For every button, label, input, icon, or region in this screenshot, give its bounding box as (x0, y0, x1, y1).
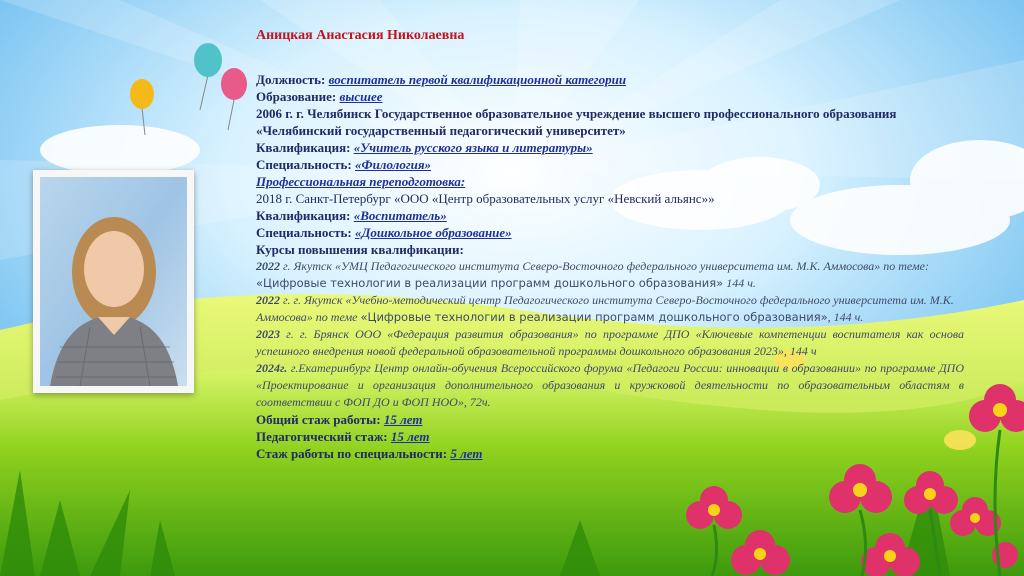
portrait-frame (33, 170, 194, 393)
spec-experience-row (256, 445, 964, 462)
course-hours: 144 ч. (723, 276, 756, 290)
qualification2-row (256, 207, 964, 224)
education-detail: 2006 г. г. Челябинск Государственное образовательное учреждение высшего профессионального образования «Челябинский государственный педагогический университет» (256, 106, 897, 138)
course-year: 2024г. (256, 361, 288, 375)
course-hours: , 144 ч. (827, 310, 864, 324)
spec-experience-label: Стаж работы по специальности: (256, 446, 448, 461)
specialty2-row (256, 224, 964, 241)
course-item (256, 360, 964, 411)
total-experience-label: Общий стаж работы: (256, 412, 381, 427)
spec-experience-value: 5 лет (450, 446, 483, 461)
qualification-label: Квалификация: (256, 140, 351, 155)
ped-experience-value: 15 лет (390, 429, 430, 444)
specialty-label: Специальность: (256, 157, 352, 172)
qualification2-value: «Воспитатель» (353, 208, 447, 223)
course-text: г. г. Брянск ООО «Федерация развития образования» по программе ДПО «Ключевые компетенции воспитателя как основа успешного внедрения новой федеральной образовательной программы дошкольного образования 2023», 144 ч (256, 327, 964, 358)
course-year: 2022 (256, 293, 280, 307)
course-text: г. г. Якутск «Учебно-методический центр Педагогического института Северо-Восточного федерального университета им. М.К. Аммосова» по теме (256, 293, 954, 324)
total-experience-row (256, 411, 964, 428)
position-value: воспитатель первой квалификационной категории (328, 72, 627, 87)
position-row (256, 71, 964, 88)
qualification-value: «Учитель русского языка и литературы» (353, 140, 593, 155)
specialty-value: «Филология» (355, 157, 432, 172)
course-item (256, 292, 964, 326)
course-text: г. Якутск «УМЦ Педагогического института Северо-Восточного федерального университета им. М.К. Аммосова» по теме: (280, 259, 929, 273)
profile-text (256, 27, 964, 462)
retraining-row (256, 173, 964, 190)
courses-heading: Курсы повышения квалификации: (256, 242, 464, 257)
qualification-row (256, 139, 964, 156)
ped-experience-row (256, 428, 964, 445)
specialty2-value: «Дошкольное образование» (355, 225, 512, 240)
course-topic: «Цифровые технологии в реализации программ дошкольного образования» (256, 276, 724, 290)
total-experience-value: 15 лет (383, 412, 423, 427)
education-row (256, 88, 964, 105)
course-item (256, 258, 964, 292)
course-text: г.Екатеринбург Центр онлайн-обучения Всероссийского форума «Педагоги России: инновации в образовании» по программе ДПО «Проектирование и организация дополнительного образования и кружковой деятельности по образовательным областям в соответствии с ФОП ДО и ФОП НОО», 72ч. (256, 361, 964, 409)
retraining-label: Профессиональная переподготовка: (256, 174, 466, 189)
retraining-detail: 2018 г. Санкт-Петербург «ООО «Центр образовательных услуг «Невский альянс»» (256, 191, 715, 206)
teacher-name: Аницкая Анастасия Николаевна (256, 28, 465, 43)
course-year: 2022 (256, 259, 280, 273)
education-label: Образование: (256, 89, 337, 104)
portrait-photo (40, 177, 187, 386)
course-item (256, 326, 964, 360)
ped-experience-label: Педагогический стаж: (256, 429, 388, 444)
specialty-row (256, 156, 964, 173)
qualification2-label: Квалификация: (256, 208, 351, 223)
education-value: высшее (339, 89, 383, 104)
specialty2-label: Специальность: (256, 225, 352, 240)
course-year: 2023 (256, 327, 280, 341)
course-topic: «Цифровые технологии в реализации программ дошкольного образования» (360, 310, 828, 324)
position-label: Должность: (256, 72, 326, 87)
